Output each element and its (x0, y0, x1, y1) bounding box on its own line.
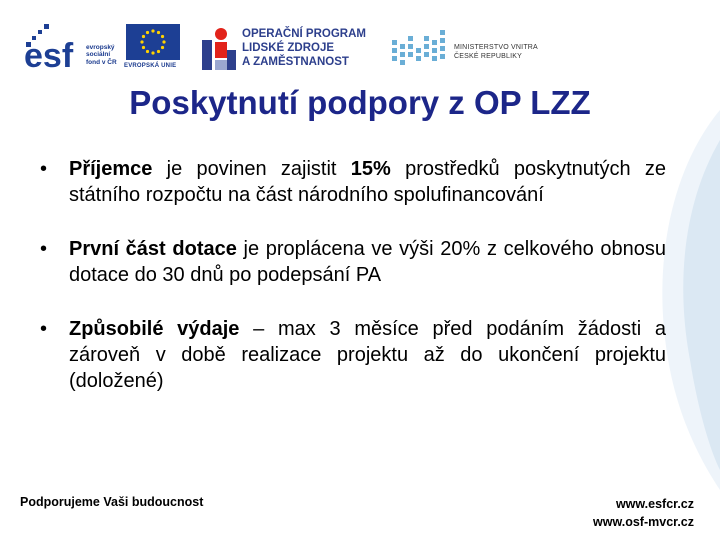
op-lzz-caption (242, 27, 366, 70)
bullet-item (40, 316, 666, 394)
bullet-bold-lead: Způsobilé výdaje (69, 318, 240, 340)
eu-star (151, 51, 154, 54)
eu-star (162, 40, 165, 43)
footer-links (593, 495, 694, 531)
bullet-bold-lead: První část dotace (69, 238, 237, 260)
bullet-dot: • (40, 238, 48, 260)
bullet-text: prostředků poskytnutých ze státního rozpočtu na část národního spolufinancování (69, 158, 666, 206)
ministry-caption-line: MINISTERSTVO VNITRA (454, 44, 538, 51)
bullet-bold-lead: Příjemce (69, 158, 153, 180)
eu-star (140, 40, 143, 43)
esf-logo-text: esf (24, 37, 74, 70)
eu-star (142, 35, 145, 38)
eu-star (146, 31, 149, 34)
eu-star (161, 46, 164, 49)
esf-caption-line: sociální (86, 51, 111, 59)
eu-star (146, 50, 149, 53)
slide-title: Poskytnutí podpory z OP LZZ (129, 84, 591, 121)
eu-star (157, 31, 160, 34)
esf-caption (86, 44, 126, 66)
op-caption-line: OPERAČNÍ PROGRAM (242, 28, 366, 40)
bullet-text: – max 3 měsíce před podáním žádosti a zároveň v době realizace projektu až do ukončení projektu (doložené) (69, 318, 667, 392)
ministry-logo-icon (392, 30, 448, 70)
bullet-dot: • (40, 158, 48, 180)
footer-slogan: Podporujeme Vaši budoucnost (20, 495, 204, 509)
eu-star (161, 35, 164, 38)
eu-star (157, 50, 160, 53)
bullet-bold-mid: 15% (350, 158, 391, 180)
ministry-caption (454, 43, 538, 61)
esf-caption-line: fond v ČR (86, 58, 117, 66)
bullet-text: je proplácena ve výši 20% z celkového obnosu dotace do 30 dnů po podepsání PA (69, 238, 667, 286)
op-caption-line: LIDSKÉ ZDROJE (242, 42, 335, 55)
logo-bar (0, 0, 720, 80)
eu-caption: EVROPSKÁ UNIE (124, 63, 177, 69)
eu-flag-icon (126, 24, 180, 60)
eu-star (142, 46, 145, 49)
footer-link-esfcr[interactable]: www.esfcr.cz (615, 497, 694, 511)
footer-link-osf[interactable]: www.osf-mvcr.cz (593, 515, 694, 529)
bullet-list (40, 156, 666, 422)
op-caption-line: A ZAMĚSTNANOST (242, 56, 349, 69)
esf-caption-line: evropský (86, 44, 115, 51)
eu-star (151, 29, 154, 32)
bullet-item (40, 156, 666, 208)
bullet-text: je povinen zajistit (152, 158, 351, 180)
ministry-caption-line: ČESKÉ REPUBLIKY (454, 53, 522, 60)
op-lzz-icon (202, 26, 236, 70)
bullet-dot: • (40, 318, 48, 340)
bullet-item (40, 236, 666, 288)
